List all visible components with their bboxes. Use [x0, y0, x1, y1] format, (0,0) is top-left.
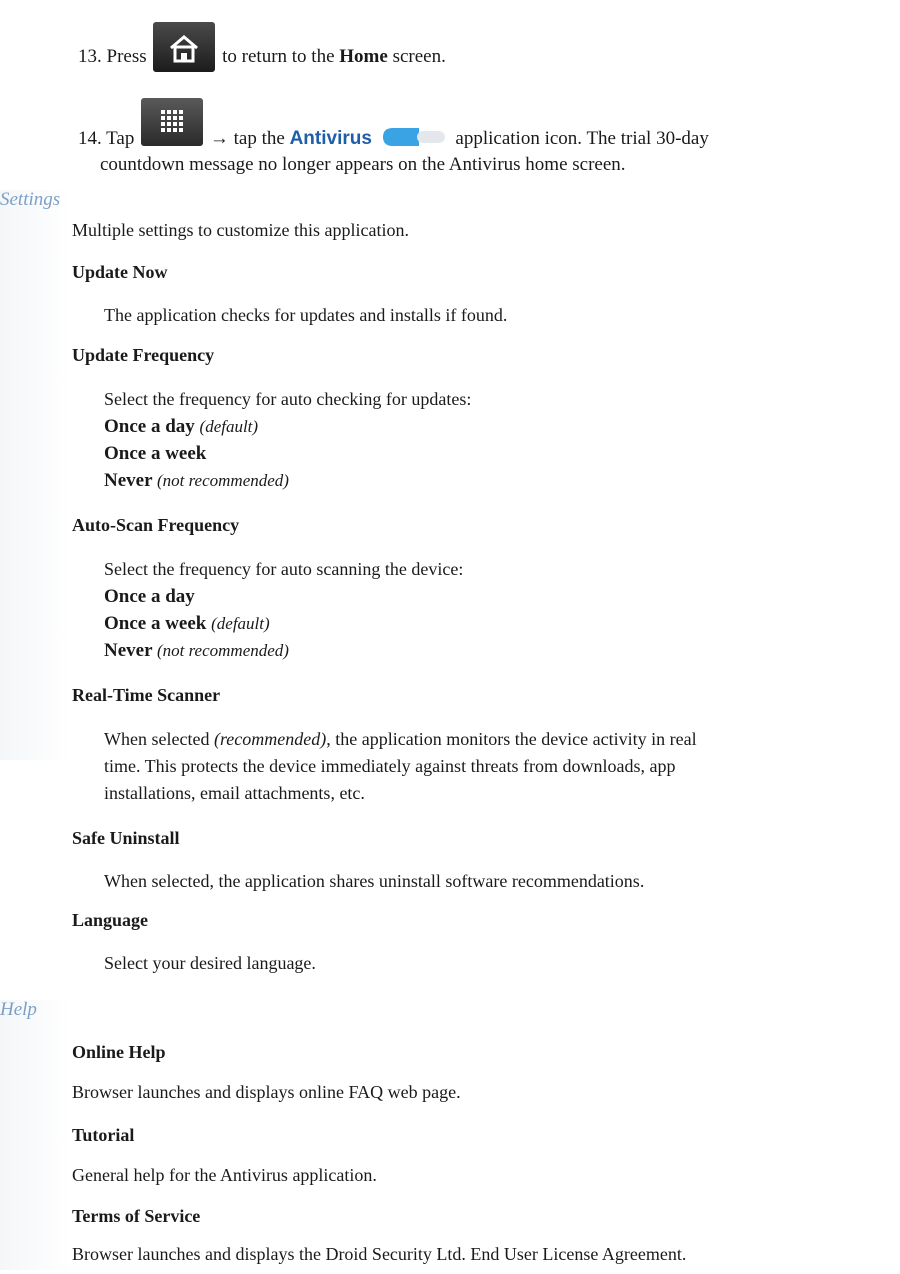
step-14 — [78, 98, 709, 178]
help-heading: Help — [0, 999, 37, 1020]
step-13-end: screen. — [392, 46, 446, 67]
update-option-never: Never (not recommended) — [104, 470, 289, 491]
scan-option-never: Never (not recommended) — [104, 640, 289, 661]
scan-option-once-a-week: Once a week (default) — [104, 613, 270, 634]
settings-heading: Settings — [0, 189, 61, 210]
language-body: Select your desired language. — [104, 953, 316, 973]
update-frequency-desc: Select the frequency for auto checking for updates: — [104, 389, 472, 409]
update-frequency-title: Update Frequency — [72, 345, 215, 365]
terms-of-service-title: Terms of Service — [72, 1206, 201, 1226]
step-14-number: 14. Tap — [78, 128, 135, 149]
settings-intro: Multiple settings to customize this application. — [72, 220, 409, 240]
auto-scan-body — [104, 556, 463, 664]
online-help-title: Online Help — [72, 1042, 166, 1062]
safe-uninstall-title: Safe Uninstall — [72, 828, 180, 848]
language-title: Language — [72, 910, 149, 930]
update-option-once-a-week: Once a week — [104, 443, 207, 464]
home-icon — [153, 22, 215, 72]
real-time-scanner-title: Real-Time Scanner — [72, 685, 221, 705]
help-side-band — [0, 1000, 70, 1270]
scan-option-once-a-day: Once a day — [104, 586, 195, 607]
tutorial-body: General help for the Antivirus application. — [72, 1165, 377, 1185]
update-now-body: The application checks for updates and installs if found. — [104, 305, 508, 325]
step-13 — [78, 22, 446, 72]
online-help-body: Browser launches and displays online FAQ web page. — [72, 1082, 461, 1102]
safe-uninstall-body: When selected, the application shares uninstall software recommendations. — [104, 871, 645, 891]
step-14-continuation: countdown message no longer appears on the Antivirus home screen. — [100, 154, 626, 175]
settings-side-band — [0, 190, 70, 760]
recommended-note: (recommended) — [213, 729, 327, 749]
apps-grid-icon — [141, 98, 203, 146]
step-13-text: to return to the — [222, 46, 335, 67]
step-13-home: Home — [339, 46, 388, 67]
step-14-after: application icon. The trial 30-day — [455, 128, 709, 149]
arrow-icon: → — [209, 128, 229, 149]
step-13-number: 13. Press — [78, 46, 147, 67]
update-now-title: Update Now — [72, 262, 168, 282]
tutorial-title: Tutorial — [72, 1125, 135, 1145]
antivirus-label: Antivirus — [289, 128, 372, 149]
auto-scan-title: Auto-Scan Frequency — [72, 515, 240, 535]
update-frequency-body — [104, 386, 471, 494]
auto-scan-desc: Select the frequency for auto scanning the device: — [104, 559, 464, 579]
antivirus-app-icon — [381, 126, 447, 148]
real-time-scanner-body: When selected (recommended), the application monitors the device activity in real time. This protects the device immediately against threats from downloads, app installations, email attachments, etc. — [104, 729, 697, 803]
step-14-text: tap the — [233, 128, 285, 149]
update-option-once-a-day: Once a day (default) — [104, 416, 259, 437]
terms-of-service-body: Browser launches and displays the Droid Security Ltd. End User License Agreement. — [72, 1244, 687, 1264]
